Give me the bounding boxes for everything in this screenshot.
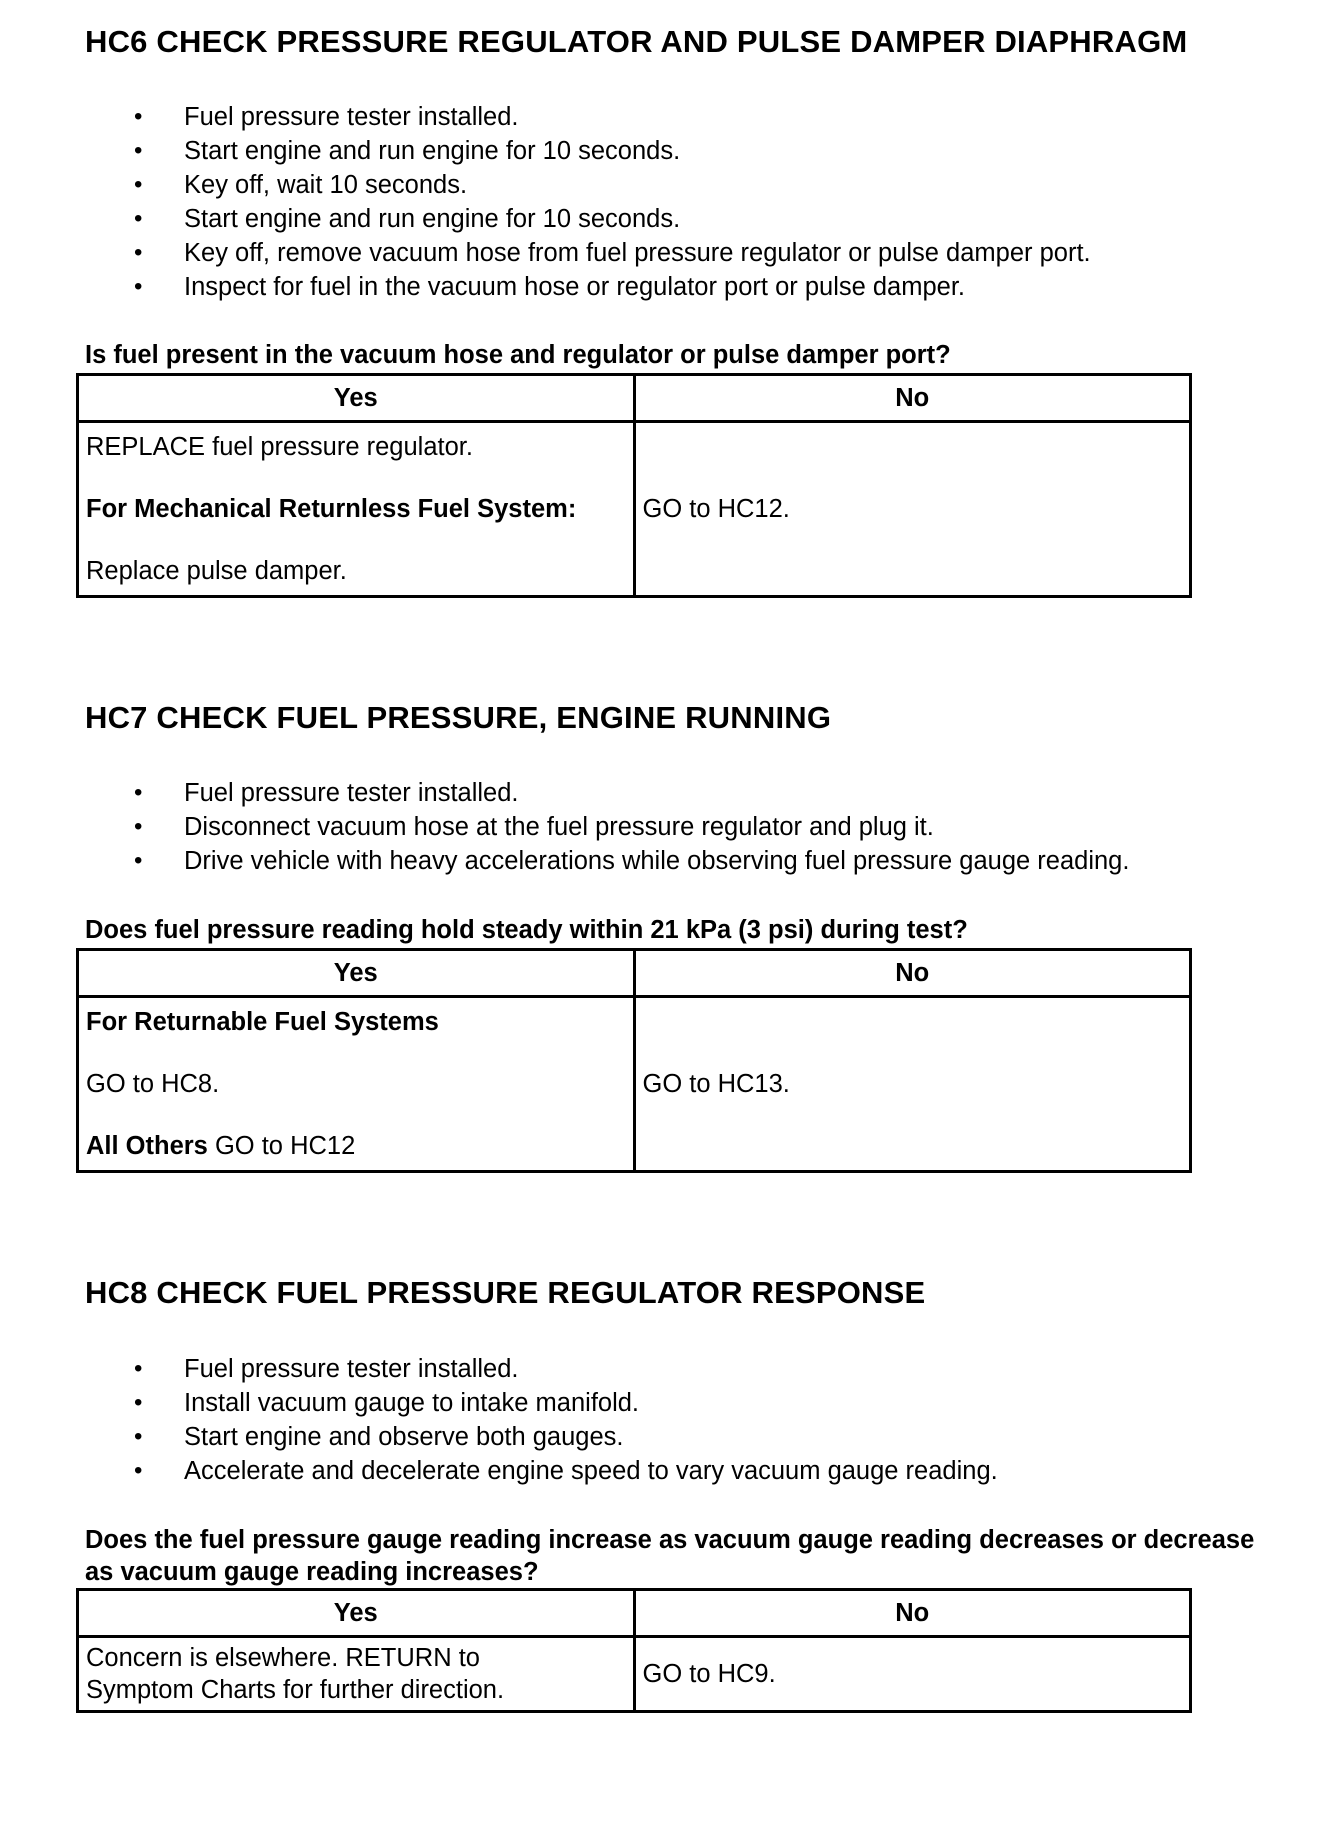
list-item: • Accelerate and decelerate engine speed to vary vacuum gauge reading. — [0, 1454, 998, 1488]
yes-line: For Returnable Fuel Systems — [86, 1008, 439, 1036]
yes-cell — [78, 422, 635, 597]
no-cell: GO to HC12. — [634, 422, 1191, 597]
yes-cell — [78, 1637, 635, 1712]
question: Is fuel present in the vacuum hose and regulator or pulse damper port? — [85, 341, 951, 369]
list-item: • Inspect for fuel in the vacuum hose or regulator port or pulse damper. — [0, 270, 1091, 304]
no-cell: GO to HC13. — [634, 997, 1191, 1172]
list-item: • Start engine and run engine for 10 seconds. — [0, 134, 1091, 168]
yes-line: REPLACE fuel pressure regulator. — [86, 433, 473, 461]
yes-line: GO to HC8. — [86, 1070, 220, 1098]
list-item: • Start engine and run engine for 10 seconds. — [0, 202, 1091, 236]
result-table — [76, 948, 1192, 1173]
yes-line: For Mechanical Returnless Fuel System: — [86, 495, 577, 523]
list-item: • Install vacuum gauge to intake manifold. — [0, 1386, 998, 1420]
yes-line-bold: All Others — [86, 1132, 208, 1160]
yes-line — [86, 1130, 626, 1162]
question: Does fuel pressure reading hold steady within 21 kPa (3 psi) during test? — [85, 916, 968, 944]
list-item: • Start engine and observe both gauges. — [0, 1420, 998, 1454]
section-title: HC7 CHECK FUEL PRESSURE, ENGINE RUNNING — [85, 700, 832, 735]
step-list — [0, 100, 1091, 304]
list-item: • Disconnect vacuum hose at the fuel pressure regulator and plug it. — [0, 810, 1129, 844]
step-list — [0, 776, 1129, 878]
list-item: • Key off, remove vacuum hose from fuel pressure regulator or pulse damper port. — [0, 236, 1091, 270]
result-table — [76, 1588, 1192, 1713]
yes-line: Symptom Charts for further direction. — [86, 1676, 505, 1704]
list-item: • Fuel pressure tester installed. — [0, 1352, 998, 1386]
list-item: • Fuel pressure tester installed. — [0, 776, 1129, 810]
yes-line: Replace pulse damper. — [86, 557, 347, 585]
yes-header: Yes — [78, 950, 635, 997]
question: Does the fuel pressure gauge reading increase as vacuum gauge reading decreases or decrease as vacuum gauge reading increases? — [85, 1526, 1255, 1586]
section-title: HC6 CHECK PRESSURE REGULATOR AND PULSE DAMPER DIAPHRAGM — [85, 24, 1188, 59]
yes-cell — [78, 997, 635, 1172]
yes-line: Concern is elsewhere. RETURN to — [86, 1644, 480, 1672]
result-table — [76, 373, 1192, 598]
no-header: No — [634, 375, 1191, 422]
section-title: HC8 CHECK FUEL PRESSURE REGULATOR RESPONSE — [85, 1275, 926, 1310]
list-item: • Key off, wait 10 seconds. — [0, 168, 1091, 202]
yes-line-rest: GO to HC12 — [207, 1132, 356, 1160]
list-item: • Drive vehicle with heavy accelerations while observing fuel pressure gauge reading. — [0, 844, 1129, 878]
no-header: No — [634, 1590, 1191, 1637]
step-list — [0, 1352, 998, 1488]
yes-header: Yes — [78, 1590, 635, 1637]
list-item: • Fuel pressure tester installed. — [0, 100, 1091, 134]
no-header: No — [634, 950, 1191, 997]
yes-header: Yes — [78, 375, 635, 422]
no-cell: GO to HC9. — [634, 1637, 1191, 1712]
